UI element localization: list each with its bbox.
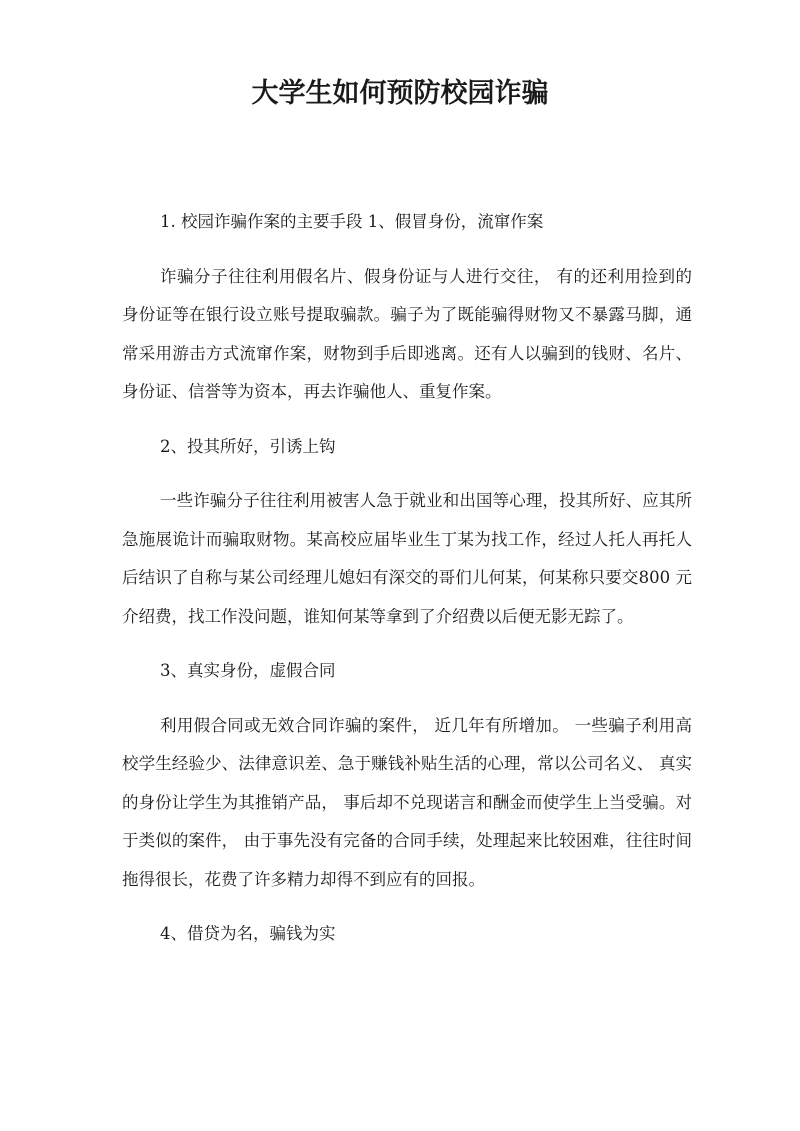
section-heading-4: 4、借贷为名，骗钱为实 [160, 924, 336, 943]
document-title: 大学生如何预防校园诈骗 [251, 78, 549, 109]
section-heading-1: 1. 校园诈骗作案的主要手段 1、假冒身份，流窜作案 [160, 212, 544, 231]
section-paragraph-3: 利用假合同或无效合同诈骗的案件， 近几年有所增加。 一些骗子利用高校学生经验少、法律意识差、急于赚钱补贴生活的心理，常以公司名义、 真实的身份让学生为其推销产品， 事后却不兑现诺言和酬金而使学生上当受骗。对于类似的案件， 由于事先没有完备的合同手续，处理起来比较困难，往往时间拖得很长，花费了许多精力却得不到应有的回报。 [122, 715, 692, 889]
section-paragraph-1: 诈骗分子往往利用假名片、假身份证与人进行交往， 有的还利用捡到的身份证等在银行设立账号提取骗款。骗子为了既能骗得财物又不暴露马脚，通常采用游击方式流窜作案，财物到手后即逃离。还有人以骗到的钱财、名片、身份证、信誉等为资本，再去诈骗他人、重复作案。 [122, 266, 692, 401]
section-paragraph-2: 一些诈骗分子往往利用被害人急于就业和出国等心理，投其所好、应其所急施展诡计而骗取财物。某高校应届毕业生丁某为找工作，经过人托人再托人后结识了自称与某公司经理儿媳妇有深交的哥们儿何某，何某称只要交800 元介绍费，找工作没问题，谁知何某等拿到了介绍费以后便无影无踪了。 [122, 491, 692, 626]
section-heading-3: 3、真实身份，虚假合同 [160, 661, 336, 680]
section-heading-2: 2、投其所好，引诱上钩 [160, 436, 336, 456]
document-body [122, 203, 692, 970]
